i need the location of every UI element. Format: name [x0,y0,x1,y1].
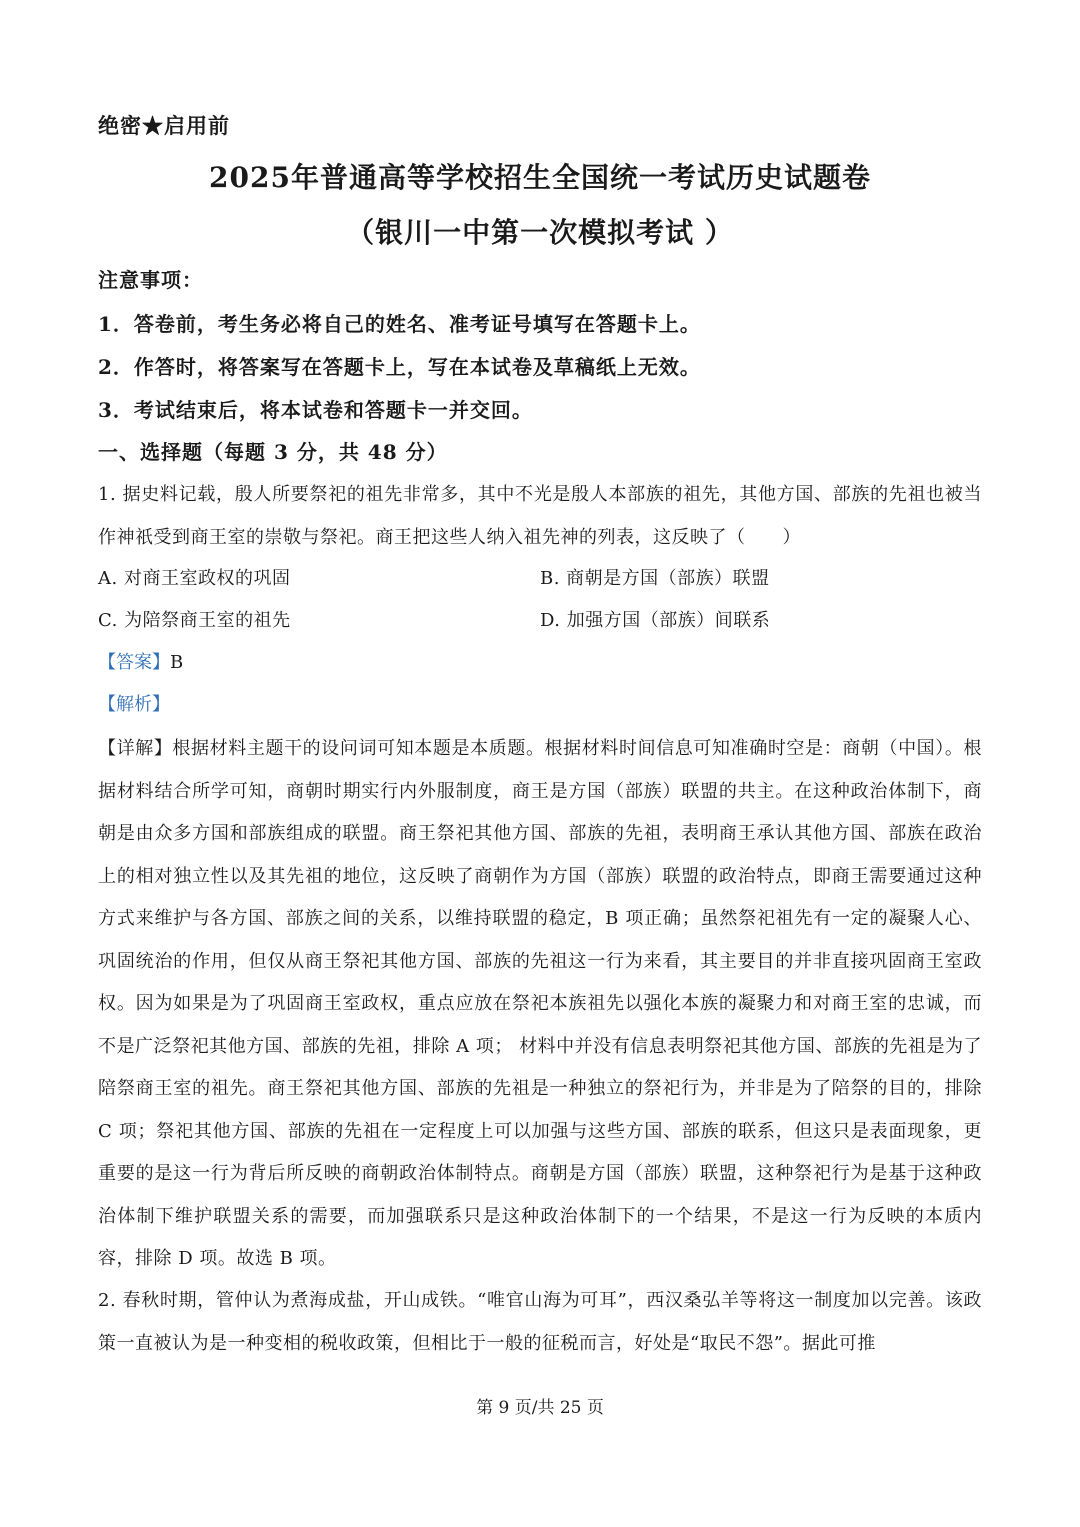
exam-title: 2025年普通高等学校招生全国统一考试历史试题卷 [209,161,871,194]
answer-value: B [170,652,184,673]
question-2-stem: 2. 春秋时期，管仲认为煮海成盐，开山成铁。“唯官山海为可耳”，西汉桑弘羊等将这一制度加以完善。该政策一直被认为是一种变相的税收政策，但相比于一般的征税而言，好处是“取民不怨”。据此可推 [98,1290,982,1354]
notice-item-3: 3．考试结束后，将本试卷和答题卡一并交回。 [98,398,533,422]
notice-heading: 注意事项： [98,268,203,292]
section-heading-multiple-choice: 一、选择题（每题 3 分，共 48 分） [98,440,448,464]
question-1-stem: 1. 据史料记载，殷人所要祭祀的祖先非常多，其中不光是殷人本部族的祖先，其他方国、部族的先祖也被当作神祇受到商王室的崇敬与祭祀。商王把这些人纳入祖先神的列表，这反映了（ ） [98,484,982,548]
question-1-option-d: D. 加强方国（部族）间联系 [540,610,771,631]
question-1-answer [98,648,183,674]
question-1-option-b: B. 商朝是方国（部族）联盟 [540,568,770,589]
question-1-option-a: A. 对商王室政权的巩固 [98,568,291,589]
question-1-detail: 【详解】根据材料主题干的设问词可知本题是本质题。根据材料时间信息可知准确时空是：商朝（中国）。根据材料结合所学可知，商朝时期实行内外服制度，商王是方国（部族）联盟的共主。在这种政治体制下，商朝是由众多方国和部族组成的联盟。商王祭祀其他方国、部族的先祖，表明商王承认其他方国、部族在政治上的相对独立性以及其先祖的地位，这反映了商朝作为方国（部族）联盟的政治特点，即商王需要通过这种方式来维护与各方国、部族之间的关系，以维持联盟的稳定，B 项正确；虽然祭祀祖先有一定的凝聚人心、巩固统治的作用，但仅从商王祭祀其他方国、部族的先祖这一行为来看，其主要目的并非直接巩固商王室政权。因为如果是为了巩固商王室政权，重点应放在祭祀本族祖先以强化本族的凝聚力和对商王室的忠诚，而不是广泛祭祀其他方国、部族的先祖，排除 A 项； 材料中并没有信息表明祭祀其他方国、部族的先祖是为了陪祭商王室的祖先。商王祭祀其他方国、部族的先祖是一种独立的祭祀行为，并非是为了陪祭的目的，排除 C 项；祭祀其他方国、部族的先祖在一定程度上可以加强与这些方国、部族的联系，但这只是表面现象，更重要的是这一行为背后所反映的商朝政治体制特点。商朝是方国（部族）联盟，这种祭祀行为是基于这种政治体制下维护联盟关系的需要，而加强联系只是这种政治体制下的一个结果，不是这一行为反映的本质内容，排除 D 项。故选 B 项。 [98,738,982,1269]
notice-item-1: 1．答卷前，考生务必将自己的姓名、准考证号填写在答题卡上。 [98,312,701,336]
exam-subtitle: （银川一中第一次模拟考试 ） [346,216,734,249]
answer-tag: 【答案】 [98,652,170,673]
notice-item-2: 2．作答时，将答案写在答题卡上，写在本试卷及草稿纸上无效。 [98,355,701,379]
page-number: 第 9 页/共 25 页 [476,1398,604,1418]
question-1-option-c: C. 为陪祭商王室的祖先 [98,610,291,631]
confidential-label: 绝密★启用前 [98,113,230,138]
question-1-analysis [98,690,170,716]
analysis-tag: 【解析】 [98,694,170,715]
